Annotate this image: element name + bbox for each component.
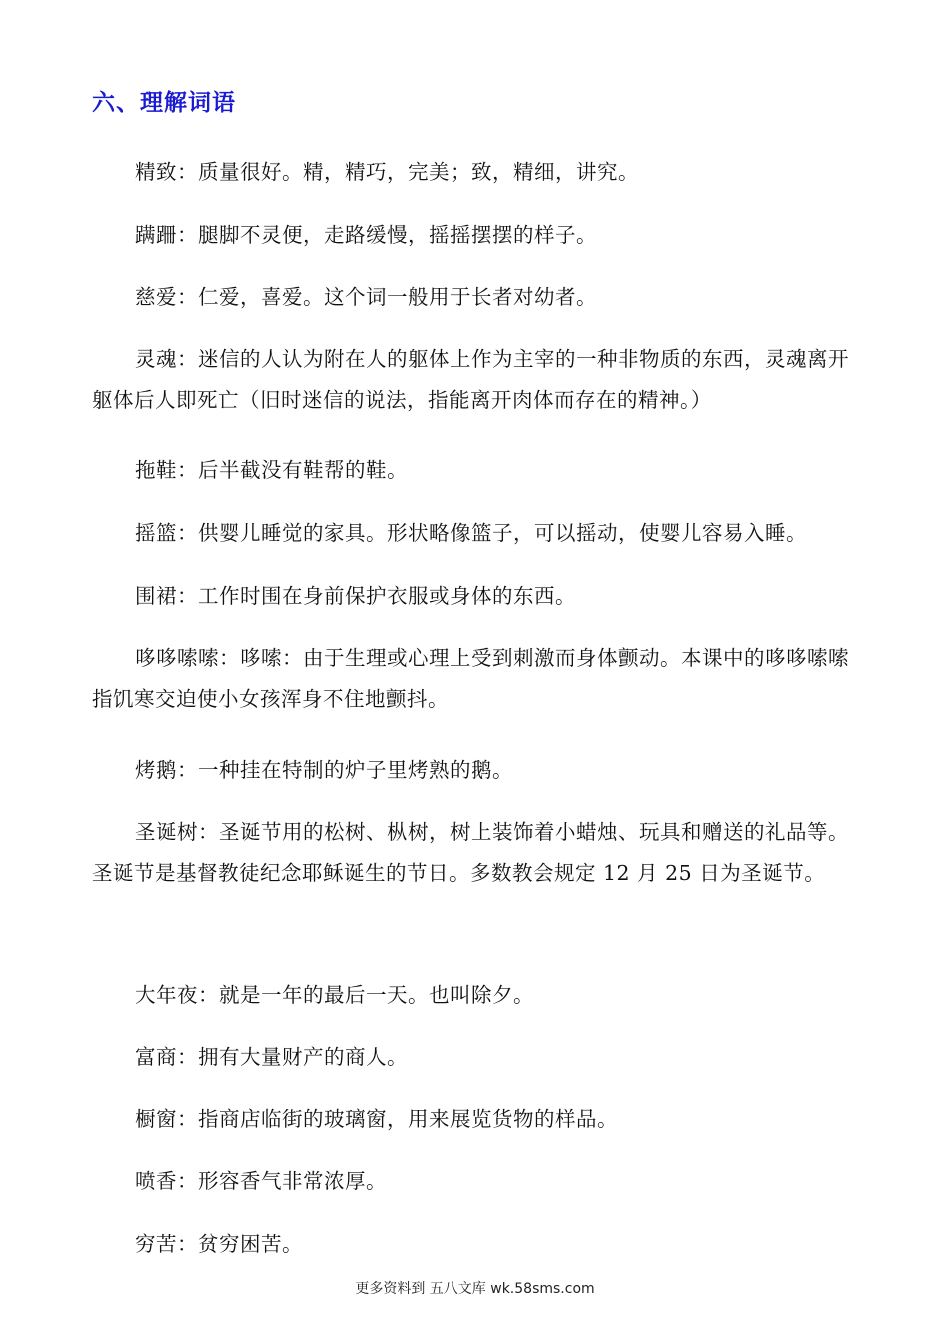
entry-fushang: 富商：拥有大量财产的商人。	[135, 1045, 408, 1069]
entry-qiongku: 穷苦：贫穷困苦。	[135, 1232, 303, 1256]
entry-penxiang: 喷香：形容香气非常浓厚。	[135, 1169, 387, 1193]
entry-weiqun: 围裙：工作时围在身前保护衣服或身体的东西。	[135, 584, 576, 608]
entry-chuchuang: 橱窗：指商店临街的玻璃窗，用来展览货物的样品。	[135, 1107, 618, 1131]
entry-panshan: 蹒跚：腿脚不灵便，走路缓慢，摇摇摆摆的样子。	[135, 223, 597, 247]
entry-linghun: 灵魂：迷信的人认为附在人的躯体上作为主宰的一种非物质的东西，灵魂离开躯体后人即死亡（旧时迷信的说法，指能离开肉体而存在的精神。）	[92, 347, 849, 412]
entry-tuoxie: 拖鞋：后半截没有鞋帮的鞋。	[135, 458, 408, 482]
entry-jingzhi: 精致：质量很好。精，精巧，完美；致，精细，讲究。	[135, 160, 639, 184]
entry-kaoe: 烤鹅：一种挂在特制的炉子里烤熟的鹅。	[135, 758, 513, 782]
entry-daniany: 大年夜：就是一年的最后一天。也叫除夕。	[135, 983, 534, 1007]
entry-shengdanshu: 圣诞树：圣诞节用的松树、枞树，树上装饰着小蜡烛、玩具和赠送的礼品等。圣诞节是基督教徒纪念耶稣诞生的节日。多数教会规定 12 月 25 日为圣诞节。	[92, 820, 849, 885]
section-heading: 六、理解词语	[92, 90, 236, 116]
entry-ciai: 慈爱：仁爱，喜爱。这个词一般用于长者对幼者。	[135, 285, 597, 309]
footer-link[interactable]: 更多资料到 五八文库 wk.58sms.com	[355, 1281, 595, 1297]
entry-yaolan: 摇篮：供婴儿睡觉的家具。形状略像篮子，可以摇动，使婴儿容易入睡。	[135, 521, 807, 545]
entry-duoduosuosuo: 哆哆嗦嗦：哆嗦：由于生理或心理上受到刺激而身体颤动。本课中的哆哆嗦嗦指饥寒交迫使小女孩浑身不住地颤抖。	[92, 646, 849, 711]
